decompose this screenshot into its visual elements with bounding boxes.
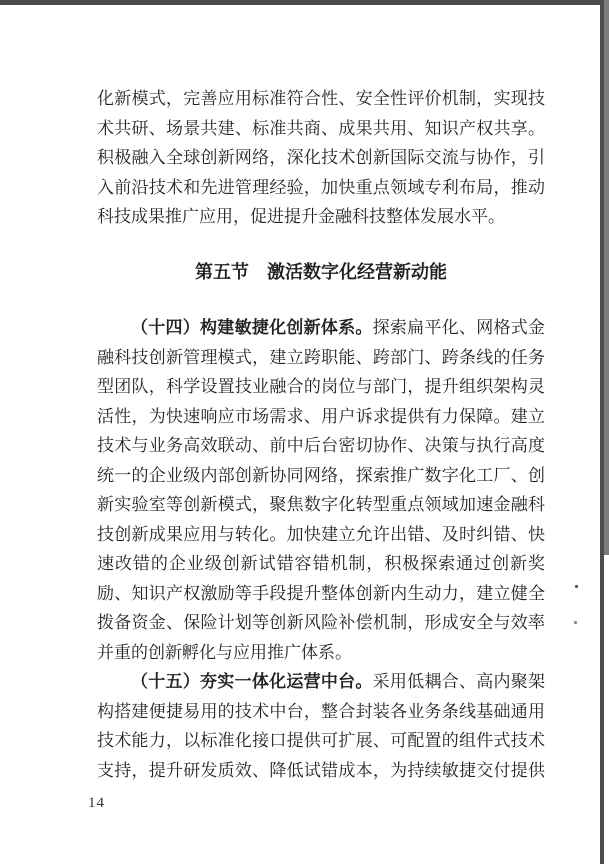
text-line: 构搭建便捷易用的技术中台，整合封装各业务条线基础通用: [97, 701, 545, 721]
text-line: 化新模式，完善应用标准符合性、安全性评价机制，实现技: [97, 89, 545, 108]
item-15-line1-rest: 采用低耦合、高内聚架: [372, 672, 546, 691]
text-line: [97, 667, 545, 697]
text-line: 科技成果推广应用，促进提升金融科技整体发展水平。: [97, 207, 505, 226]
text-line: 术共研、场景共建、标准共商、成果共用、知识产权共享。: [97, 118, 545, 138]
text-line: 速改错的企业级创新试错容错机制，积极探索通过创新奖: [97, 554, 545, 573]
paragraph-item-15: [97, 667, 545, 785]
text-line: 技创新成果应用与转化。加快建立允许出错、及时纠错、快: [97, 524, 545, 544]
paragraph-item-14: [97, 313, 545, 667]
text-line: 拨备资金、保险计划等创新风险补偿机制，形成安全与效率: [97, 613, 545, 632]
item-15-lead: （十五）夯实一体化运营中台。: [131, 672, 373, 691]
text-line: 入前沿技术和先进管理经验，加快重点领域专利布局，推动: [97, 177, 545, 197]
scan-edge-top: [0, 0, 609, 5]
text-line: 技术与业务高效联动、前中后台密切协作、决策与执行高度: [97, 436, 545, 455]
text-line: 励、知识产权激励等手段提升整体创新内生动力，建立健全: [97, 583, 545, 603]
scan-speck: [575, 585, 578, 588]
text-line: 融科技创新管理模式，建立跨职能、跨部门、跨条线的任务: [97, 347, 545, 367]
text-line: 型团队，科学设置技业融合的岗位与部门，提升组织架构灵: [97, 377, 545, 396]
text-line: 新实验室等创新模式，聚焦数字化转型重点领域加速金融科: [97, 495, 545, 514]
text-line: 活性，为快速响应市场需求、用户诉求提供有力保障。建立: [97, 406, 545, 426]
text-line: 统一的企业级内部创新协同网络，探索推广数字化工厂、创: [97, 465, 545, 485]
text-line: 技术能力，以标准化接口提供可扩展、可配置的组件式技术: [97, 731, 545, 750]
text-line: 积极融入全球创新网络，深化技术创新国际交流与协作，引: [97, 148, 545, 167]
scan-edge-right-line: [600, 0, 604, 864]
page-number: 14: [88, 795, 105, 811]
scan-speck: [574, 621, 577, 624]
section-heading: 第五节 激活数字化经营新动能: [195, 261, 447, 282]
body-text: [97, 84, 545, 785]
text-line: 支持，提升研发质效、降低试错成本，为持续敏捷交付提供: [97, 760, 545, 780]
item-14-lead: （十四）构建敏捷化创新体系。: [131, 318, 373, 337]
paragraph-continuation: [97, 84, 545, 232]
text-line: [97, 313, 545, 343]
item-14-line1-rest: 探索扁平化、网格式金: [372, 318, 546, 337]
scan-edge-right-gutter: [604, 0, 609, 555]
text-line: 并重的创新孵化与应用推广体系。: [97, 642, 352, 662]
